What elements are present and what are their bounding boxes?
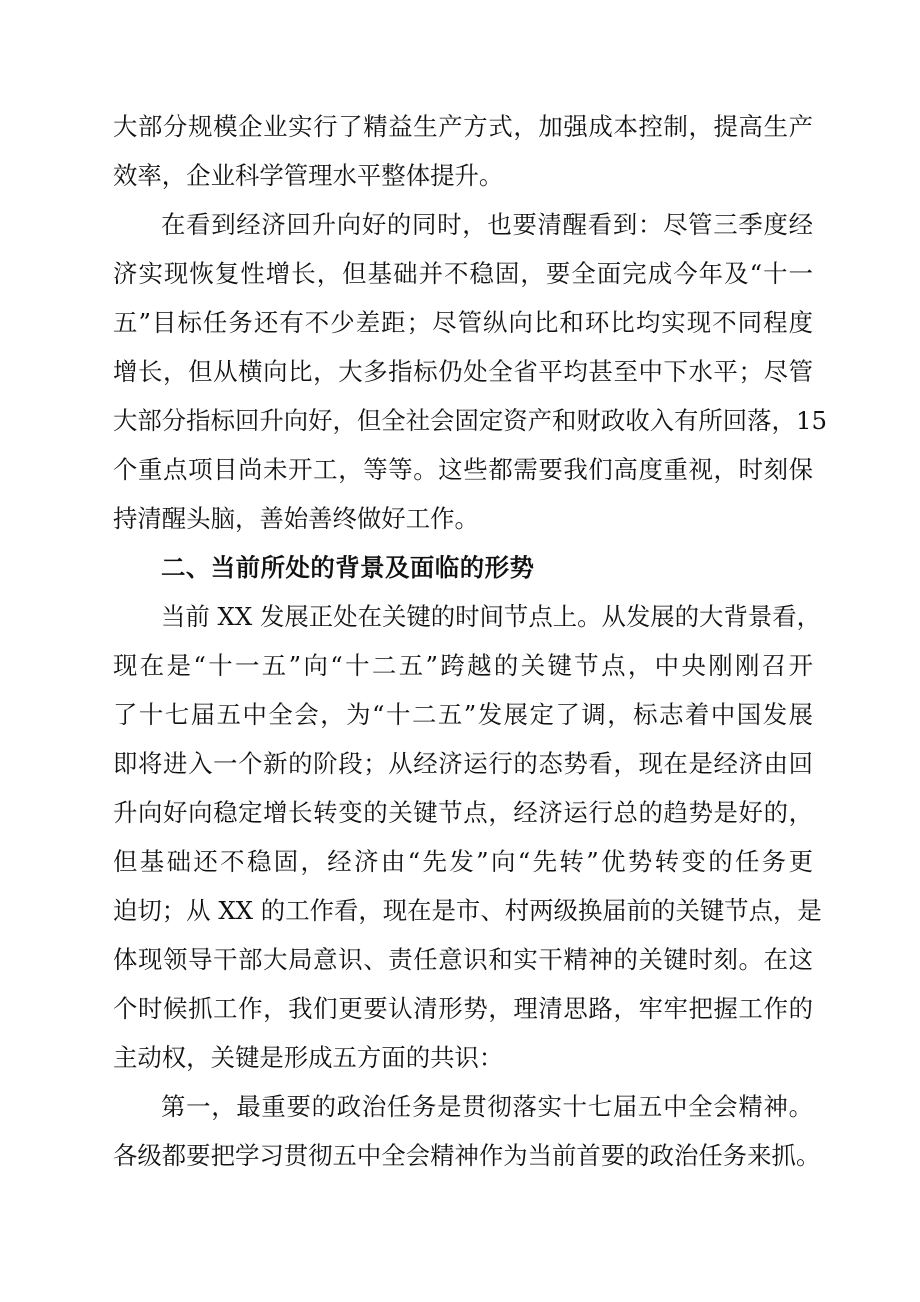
paragraph-line: 效率，企业科学管理水平整体提升。: [113, 161, 504, 190]
paragraph-line: 第一，最重要的政治任务是贯彻落实十七届五中全会精神。: [161, 1092, 813, 1121]
paragraph-line: 增长，但从横向比，大多指标仍处全省平均甚至中下水平；尽管: [113, 357, 813, 386]
paragraph-line: 当前 XX 发展正处在关键的时间节点上。从发展的大背景看，: [161, 602, 822, 631]
paragraph-line: 即将进入一个新的阶段；从经济运行的态势看，现在是经济由回: [113, 749, 813, 778]
paragraph-line: 现在是“十一五”向“十二五”跨越的关键节点，中央刚刚召开: [113, 651, 813, 680]
paragraph-line: 持清醒头脑，善始善终做好工作。: [113, 504, 479, 533]
paragraph-line: 个重点项目尚未开工，等等。这些都需要我们高度重视，时刻保: [113, 455, 813, 484]
paragraph-line: 体现领导干部大局意识、责任意识和实干精神的关键时刻。在这: [113, 945, 813, 974]
paragraph-line: 大部分规模企业实行了精益生产方式，加强成本控制，提高生产: [113, 112, 813, 141]
paragraph-line: 迫切；从 XX 的工作看，现在是市、村两级换届前的关键节点，是: [113, 896, 822, 925]
paragraph-line: 各级都要把学习贯彻五中全会精神作为当前首要的政治任务来抓。: [113, 1141, 821, 1170]
paragraph-line: 个时候抓工作，我们更要认清形势，理清思路，牢牢把握工作的: [113, 994, 813, 1023]
paragraph-line: 大部分指标回升向好，但全社会固定资产和财政收入有所回落，15: [113, 406, 827, 435]
paragraph-line: 但基础还不稳固，经济由“先发”向“先转”优势转变的任务更: [113, 847, 813, 876]
paragraph-line: 在看到经济回升向好的同时，也要清醒看到：尽管三季度经: [161, 210, 813, 239]
paragraph-line: 主动权，关键是形成五方面的共识：: [113, 1043, 504, 1072]
paragraph-line: 五”目标任务还有不少差距；尽管纵向比和环比均实现不同程度: [113, 308, 813, 337]
section-heading: 二、当前所处的背景及面临的形势: [161, 553, 535, 582]
paragraph-line: 济实现恢复性增长，但基础并不稳固，要全面完成今年及“十一: [113, 259, 813, 288]
paragraph-line: 升向好向稳定增长转变的关键节点，经济运行总的趋势是好的，: [113, 798, 813, 827]
paragraph-line: 了十七届五中全会，为“十二五”发展定了调，标志着中国发展: [113, 700, 813, 729]
